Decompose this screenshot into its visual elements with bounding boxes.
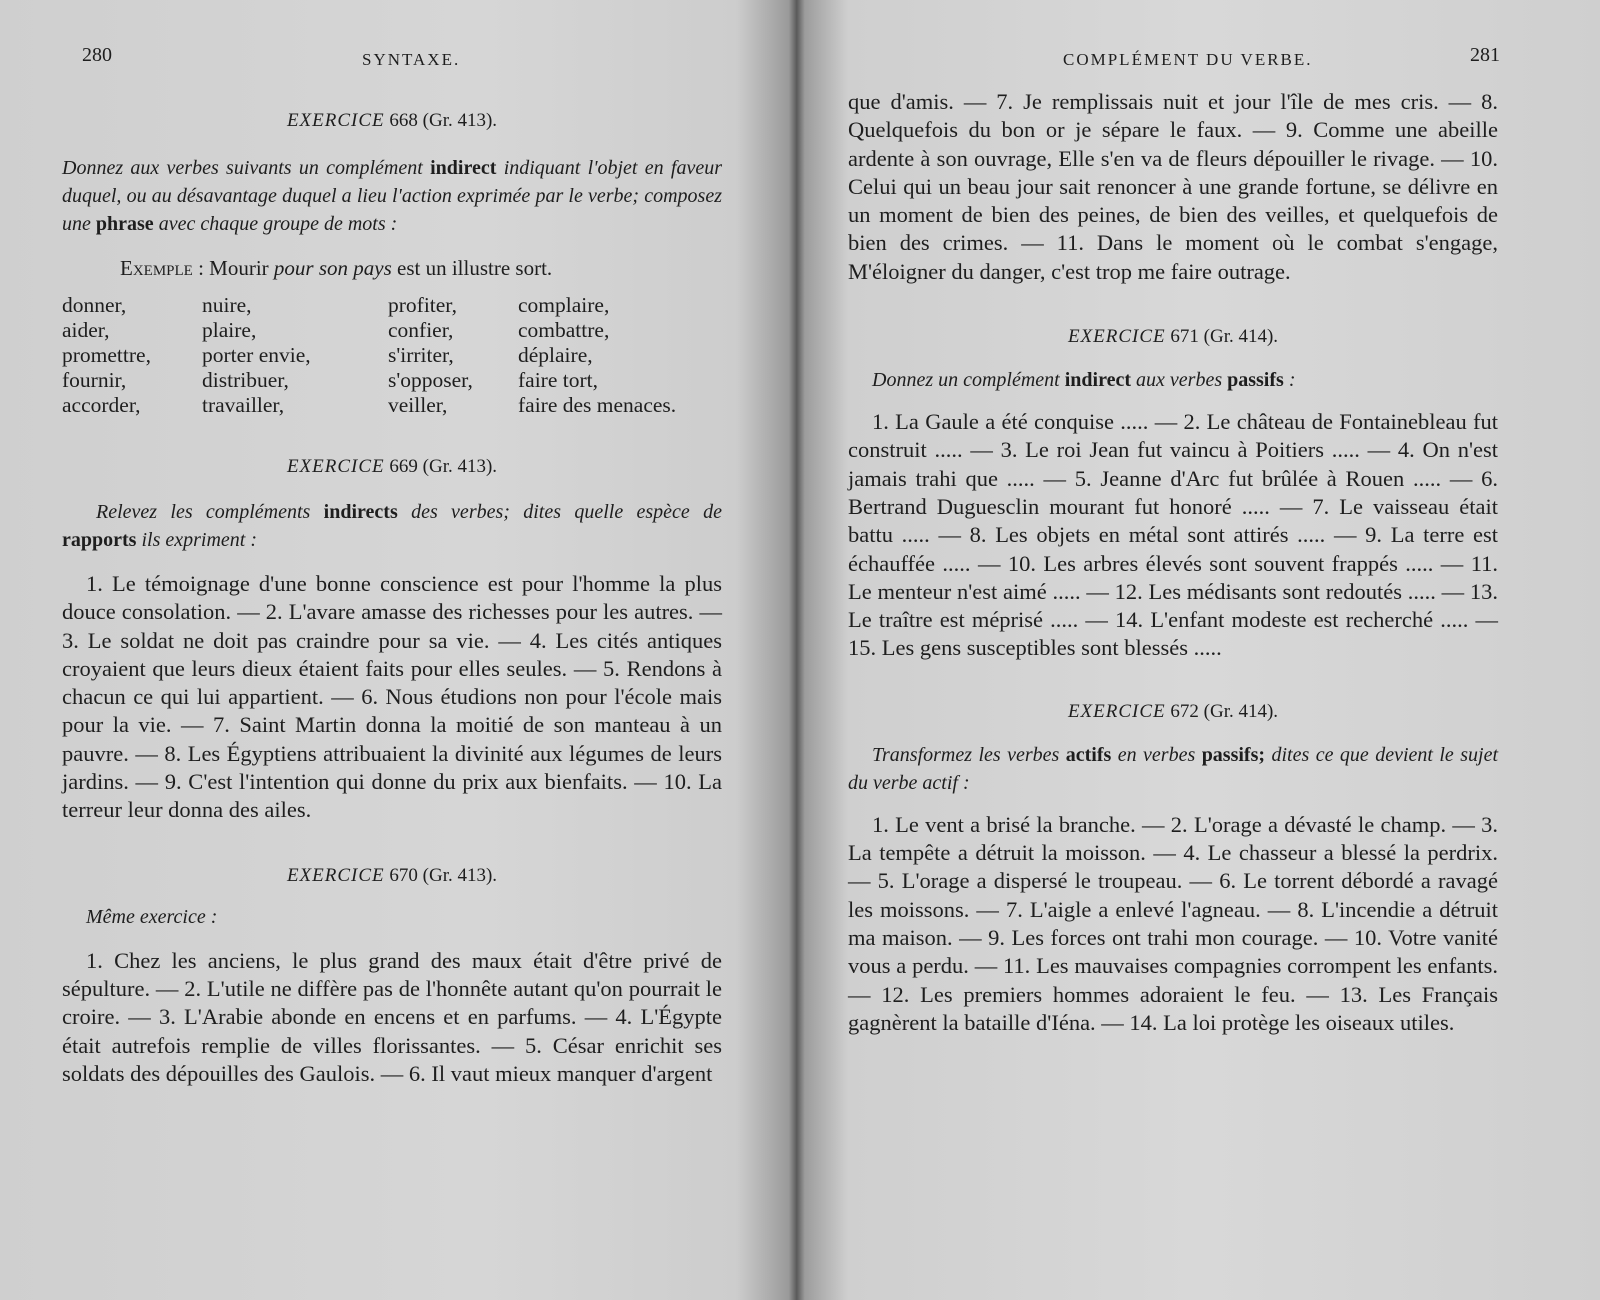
instr-bold: rapports xyxy=(62,529,137,551)
exercise-672-instructions xyxy=(848,741,1498,797)
exercise-670-title xyxy=(62,865,722,887)
exercise-number: 668 (Gr. 413). xyxy=(389,110,498,131)
verb-item: porter envie, xyxy=(202,343,311,367)
verb-table xyxy=(62,293,722,418)
instr-bold: passifs; xyxy=(1201,743,1266,766)
example-text: est un illustre sort. xyxy=(397,256,553,280)
running-head: COMPLÉMENT DU VERBE. xyxy=(1063,50,1313,69)
instr-part: dites ce que devient le sujet du verbe actif : xyxy=(848,743,1499,794)
exercise-671-title xyxy=(848,326,1498,348)
example-emphasis: pour son pays xyxy=(273,256,392,280)
exercise-number: 670 (Gr. 413). xyxy=(389,864,498,886)
verb-column xyxy=(202,293,388,418)
exercise-668-instructions xyxy=(62,154,722,238)
exercise-672-title xyxy=(848,701,1498,723)
verb-item: faire des menaces. xyxy=(518,393,677,417)
exercise-number: 671 (Gr. 414). xyxy=(1170,326,1279,348)
exercise-670-text: 1. Chez les anciens, le plus grand des maux était d'être privé de sépulture. — 2. L'utile ne diffère pas de l'honnête autant qu'on pourrait le croire. — 3. L'Arabie abonde en encens et en parfums. — 4. L'Égypte était autrefois remplie de villes florissantes. — 5. César enrichit ses soldats des dépouilles des Gaulois. — 6. Il vaut mieux manquer d'argent xyxy=(62,947,722,1086)
exercise-label: EXERCICE xyxy=(1067,700,1166,722)
exercise-label: EXERCICE xyxy=(286,110,385,131)
instr-bold: indirect xyxy=(430,157,497,179)
verb-item: combattre, xyxy=(518,318,610,342)
example-text: Mourir xyxy=(209,256,269,280)
exercise-670-instructions: Même exercice : xyxy=(86,905,218,928)
exercise-669-instructions xyxy=(62,498,722,554)
verb-item: déplaire, xyxy=(518,343,593,367)
verb-item: travailler, xyxy=(202,393,285,417)
instr-bold: passifs xyxy=(1227,369,1284,392)
continued-text: que d'amis. — 7. Je remplissais nuit et jour l'île de mes cris. — 8. Quelquefois du bon or je sépare le faux. — 9. Comme une abeille ardente à son ouvrage, Elle s'en va de fleurs dépouiller le rivage. — 10. Celui qui un beau jour sait renoncer à une grande fortune, se délivre en un moment de bien des peines, de bien des veilles, et quelquefois de bien des crimes. — 11. Dans le moment où le combat s'engage, M'éloigner du danger, c'est trop me faire outrage. xyxy=(848,89,1498,284)
exercise-668-example xyxy=(120,256,722,281)
instr-part: avec chaque groupe de mots : xyxy=(158,213,398,235)
page-number: 280 xyxy=(82,44,112,66)
running-head: SYNTAXE. xyxy=(362,50,461,69)
instr-bold: indirect xyxy=(1064,369,1132,392)
verb-item: s'irriter, xyxy=(388,343,454,367)
left-page xyxy=(0,0,790,1300)
exercise-668-title xyxy=(62,110,722,132)
exercise-672-text: 1. Le vent a brisé la branche. — 2. L'orage a dévasté le champ. — 3. La tempête a détruit la moisson. — 4. Le chasseur a blessé la perdrix. — 5. L'orage a dispersé le troupeau. — 6. Le torrent débordé a ravagé les moissons. — 7. L'aigle a enlevé l'agneau. — 8. L'incendie a détruit ma maison. — 9. Les forces ont trahi mon courage. — 10. Votre vanité vous a perdu. — 11. Les mauvaises compagnies corrompent les enfants. — 12. Les premiers hommes adoraient le feu. — 13. Les Français gagnèrent la bataille d'Iéna. — 14. La loi protège les oiseaux utiles. xyxy=(848,811,1498,1035)
exercise-number: 669 (Gr. 413). xyxy=(389,456,498,477)
instr-part: Donnez aux verbes suivants un complément xyxy=(62,157,423,179)
exercise-671-text: 1. La Gaule a été conquise ..... — 2. Le château de Fontainebleau fut construit ..... — 3. Le roi Jean fut vaincu à Poitiers ..... — 4. On n'est jamais trahi que ..... — 5. Jeanne d'Arc fut brûlée à Rouen ..... — 6. Bertrand Duguesclin mourant fut honoré ..... — 7. Le vaisseau était battu ..... — 8. Les objets en métal sont attirés ..... — 9. La terre est échauffée ..... — 10. Les arbres élevés sont souvent frappés ..... — 11. Le menteur n'est aimé ..... — 12. Les médisants sont redoutés ..... — 13. Le traître est méprisé ..... — 14. L'enfant modeste est recherché ..... — 15. Les gens susceptibles sont blessés ..... xyxy=(848,409,1498,661)
exercise-label: EXERCICE xyxy=(286,456,385,477)
verb-item: complaire, xyxy=(518,293,610,317)
instr-part: aux verbes xyxy=(1136,369,1223,392)
verb-item: confier, xyxy=(388,318,454,342)
verb-item: accorder, xyxy=(62,393,141,417)
verb-item: veiller, xyxy=(388,393,448,417)
exercise-label: EXERCICE xyxy=(1067,326,1166,348)
instr-part: en verbes xyxy=(1117,743,1196,766)
exercise-669-text: 1. Le témoignage d'une bonne conscience est pour l'homme la plus douce consolation. — 2. L'avare amasse des richesses pour les autres. — 3. Le soldat ne doit pas craindre pour sa vie. — 4. Les cités antiques croyaient que leurs dieux étaient faits pour elles seules. — 5. Rendons à chacun ce qui lui appartient. — 6. Nous étudions non pour l'école mais pour la vie. — 7. Saint Martin donna la moitié de son manteau à un pauvre. — 8. Les Égyptiens attribuaient la divinité aux légumes de leurs jardins. — 9. C'est l'intention qui donne du prix aux bienfaits. — 10. La terreur leur donna des ailes. xyxy=(62,571,722,823)
verb-column xyxy=(62,293,202,418)
instr-part: Transformez les verbes xyxy=(872,743,1060,766)
instr-part: des verbes; dites quelle espèce de xyxy=(411,501,723,523)
verb-item: nuire, xyxy=(202,293,252,317)
right-page xyxy=(808,0,1600,1300)
left-column xyxy=(62,110,722,1088)
exercise-671-instructions xyxy=(848,366,1498,394)
verb-item: donner, xyxy=(62,293,127,317)
instr-bold: phrase xyxy=(95,213,154,235)
verb-item: fournir, xyxy=(62,368,127,392)
instr-bold: indirects xyxy=(323,501,398,523)
exercise-label: EXERCICE xyxy=(286,864,385,886)
instr-part: Relevez les compléments xyxy=(96,501,311,523)
example-label: Exemple : xyxy=(120,256,204,280)
exercise-669-title xyxy=(62,456,722,478)
verb-item: aider, xyxy=(62,318,110,342)
verb-item: plaire, xyxy=(202,318,257,342)
instr-part: indiquant l'objet en faveur duquel, ou au désavantage duquel a lieu l'action exprimée par le verbe; composez une xyxy=(62,157,723,235)
verb-item: faire tort, xyxy=(518,368,598,392)
verb-item: s'opposer, xyxy=(388,368,473,392)
page-number: 281 xyxy=(1470,44,1500,66)
right-column xyxy=(848,88,1498,1037)
instr-bold: actifs xyxy=(1065,743,1112,766)
instr-part: Donnez un complément xyxy=(872,369,1060,392)
verb-column xyxy=(388,293,518,418)
verb-item: distribuer, xyxy=(202,368,289,392)
verb-item: profiter, xyxy=(388,293,457,317)
exercise-number: 672 (Gr. 414). xyxy=(1170,700,1279,722)
instr-part: ils expriment : xyxy=(141,529,257,551)
verb-item: promettre, xyxy=(62,343,151,367)
verb-column xyxy=(518,293,718,418)
instr-part: : xyxy=(1288,369,1296,392)
